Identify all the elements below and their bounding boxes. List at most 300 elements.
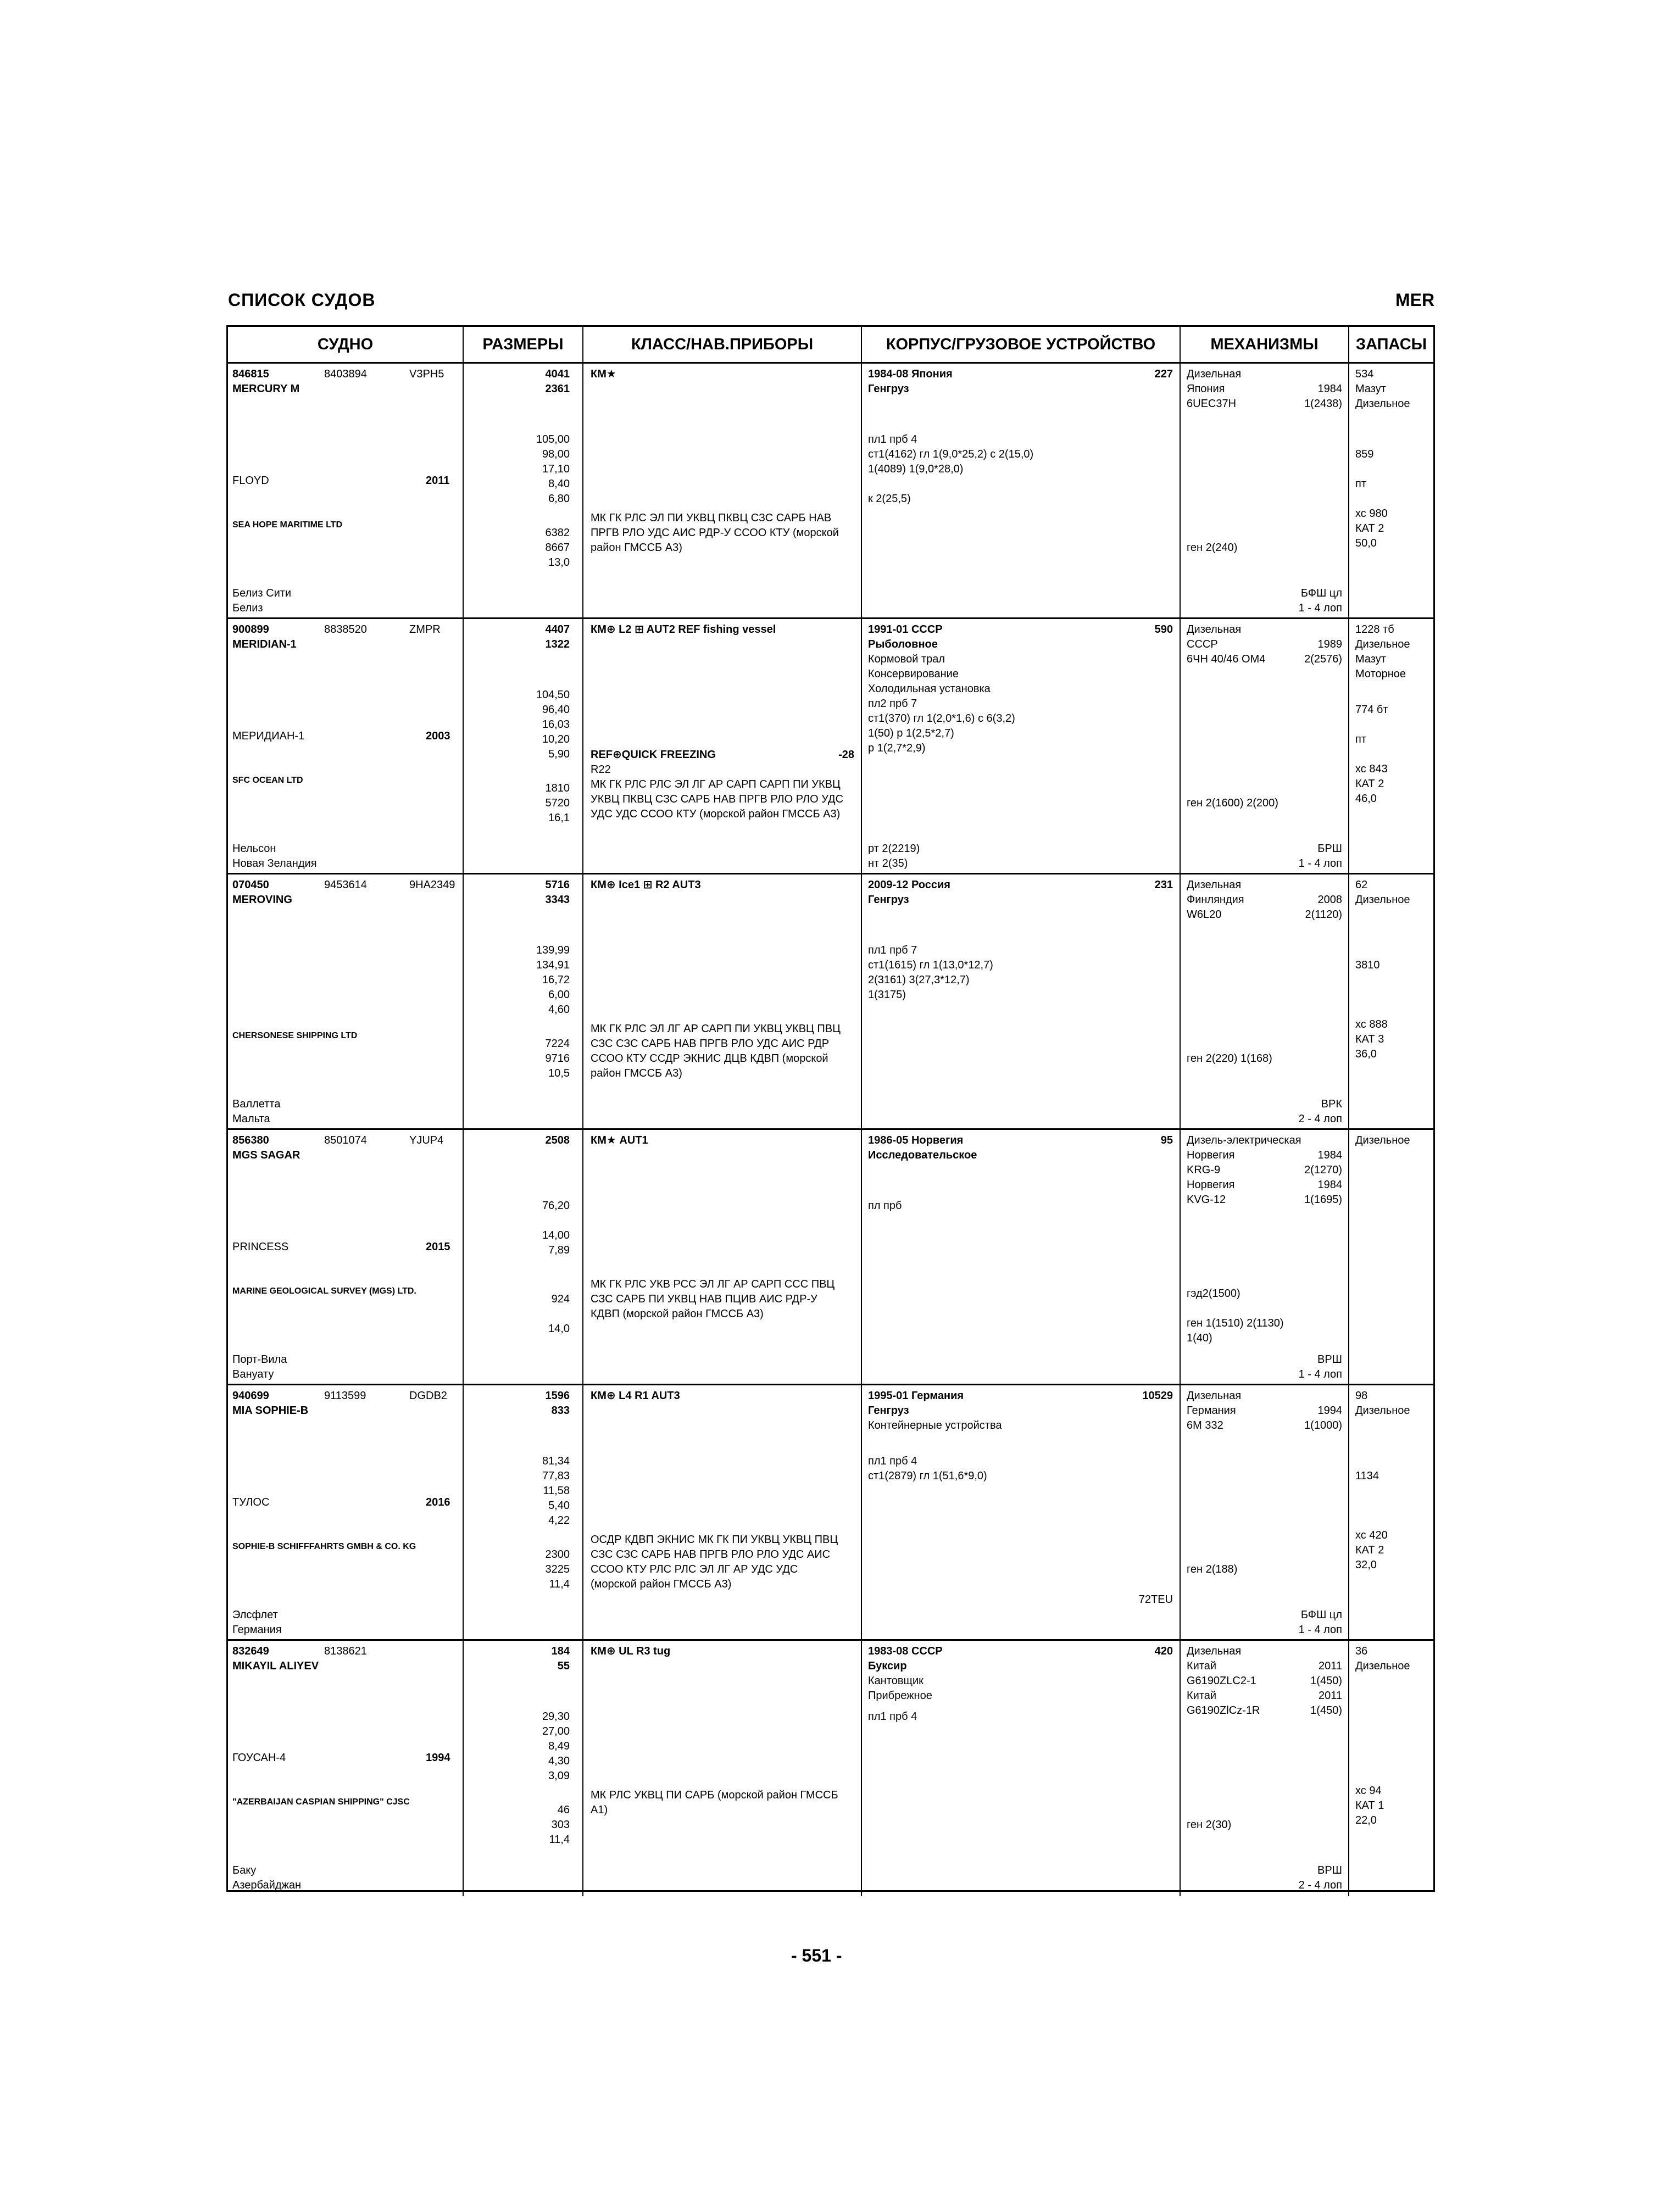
dimension-value: 16,1 (548, 812, 570, 824)
machinery-value: 1989 (1317, 638, 1342, 650)
column-divider (1180, 874, 1181, 1128)
hull-build-info: 1986-05 Норвегия (868, 1134, 964, 1146)
hull-number: 10529 (1142, 1390, 1173, 1402)
stores-line: 1228 тб (1355, 623, 1394, 636)
dimension-value: 77,83 (542, 1470, 570, 1482)
dimension-value: 6382 (545, 527, 570, 539)
hull-description: Прибрежное (868, 1690, 932, 1702)
stores-line: 534 (1355, 368, 1374, 380)
vessel-reg-number: 846815 (232, 368, 269, 380)
vessel-port: Порт-Вила (232, 1353, 287, 1366)
page-number: - 551 - (791, 1946, 842, 1965)
stores-line: 50,0 (1355, 537, 1377, 549)
class-notation: КМ⊕ L4 R1 AUT3 (591, 1390, 680, 1402)
vessel-table (226, 325, 1435, 1892)
vessel-owner: SFC OCEAN LTD (232, 776, 303, 785)
vessel-port: Валлетта (232, 1098, 281, 1110)
class-notation: КМ⊕ L2 ⊞ AUT2 REF fishing vessel (591, 623, 776, 636)
stores-line: хс 980 (1355, 508, 1388, 520)
vessel-flag: Белиз (232, 602, 263, 614)
vessel-entry (228, 1385, 1433, 1641)
hull-cargo-line: 1(4089) 1(9,0*28,0) (868, 463, 964, 475)
hull-cargo-line: пл2 прб 7 (868, 698, 917, 710)
nav-equipment-line: ССОО КТУ ССДР ЭКНИС ДЦВ КДВП (морской (591, 1052, 828, 1065)
machinery-value: 1(2438) (1304, 398, 1342, 410)
vessel-former-name: PRINCESS (232, 1241, 289, 1253)
stores-line: Дизельное (1355, 1134, 1410, 1146)
vessel-port: Элсфлет (232, 1609, 278, 1621)
machinery-line: Япония (1187, 383, 1225, 395)
dimension-value: 5,40 (548, 1500, 570, 1512)
stores-line: 32,0 (1355, 1559, 1377, 1571)
stores-line: 36,0 (1355, 1048, 1377, 1060)
dimension-value: 7224 (545, 1038, 570, 1050)
stores-line: КАТ 3 (1355, 1033, 1384, 1045)
class-extra-value: -28 (838, 749, 854, 761)
vessel-owner: "AZERBAIJAN CASPIAN SHIPPING" CJSC (232, 1797, 410, 1807)
nav-equipment-line: СЗС СЗС САРБ НАВ ПРГВ РЛО РЛО УДС АИС (591, 1548, 831, 1561)
machinery-propulsion: 1 - 4 лоп (1298, 1368, 1342, 1380)
dimension-value: 81,34 (542, 1455, 570, 1467)
dimension-value: 1322 (545, 638, 570, 650)
vessel-imo-number: 9453614 (324, 879, 367, 891)
vessel-owner: CHERSONESE SHIPPING LTD (232, 1031, 358, 1040)
hull-type: Рыболовное (868, 638, 938, 650)
machinery-generator: ген 2(188) (1187, 1563, 1238, 1575)
stores-line: Дизельное (1355, 1660, 1410, 1672)
hull-cargo-line: к 2(25,5) (868, 493, 911, 505)
vessel-entry (228, 1641, 1433, 1896)
machinery-propulsion: БФШ цл (1300, 587, 1342, 599)
col-header-machinery: МЕХАНИЗМЫ (1181, 327, 1348, 364)
nav-equipment-line: УКВЦ ПКВЦ СЗС САРБ НАВ ПРГВ РЛО РЛО УДС (591, 793, 844, 805)
column-divider (861, 364, 862, 617)
column-divider (861, 1641, 862, 1896)
machinery-generator: ген 2(30) (1187, 1819, 1232, 1831)
dimension-value: 16,03 (542, 718, 570, 731)
dimension-value: 11,4 (549, 1578, 570, 1590)
vessel-entry (228, 619, 1433, 874)
machinery-generator: ген 2(240) (1187, 542, 1238, 554)
dimension-value: 139,99 (536, 944, 570, 956)
vessel-former-name: МЕРИДИАН-1 (232, 730, 305, 742)
stores-line: Дизельное (1355, 1405, 1410, 1417)
hull-number: 227 (1154, 368, 1173, 380)
dimension-value: 8,49 (548, 1740, 570, 1752)
dimension-value: 6,00 (548, 989, 570, 1001)
machinery-line: Дизельная (1187, 368, 1242, 380)
hull-cargo-line: пл1 прб 4 (868, 1711, 917, 1723)
dimension-value: 10,20 (542, 733, 570, 745)
machinery-propulsion: ВРШ (1317, 1353, 1342, 1366)
hull-description: Кантовщик (868, 1675, 924, 1687)
dimension-value: 4041 (545, 368, 570, 380)
vessel-name: MERIDIAN-1 (232, 638, 297, 650)
stores-line: Дизельное (1355, 638, 1410, 650)
hull-tank-line: рт 2(2219) (868, 843, 920, 855)
machinery-line: Дизельная (1187, 623, 1242, 636)
hull-type: Генгруз (868, 1405, 909, 1417)
machinery-line: Китай (1187, 1690, 1217, 1702)
vessel-name: MERCURY M (232, 383, 300, 395)
dimension-value: 5720 (545, 797, 570, 809)
machinery-line: 6UEC37H (1187, 398, 1237, 410)
machinery-line: СССР (1187, 638, 1218, 650)
dimension-value: 5,90 (548, 748, 570, 760)
machinery-line: 6ЧН 40/46 ОМ4 (1187, 653, 1266, 665)
stores-line: 774 бт (1355, 704, 1388, 716)
vessel-call-sign: V3PH5 (409, 368, 444, 380)
vessel-imo-number: 8501074 (324, 1134, 367, 1146)
column-divider (582, 619, 583, 873)
vessel-reg-number: 856380 (232, 1134, 269, 1146)
col-header-dimensions: РАЗМЕРЫ (464, 327, 582, 364)
dimension-value: 13,0 (548, 556, 570, 569)
machinery-line: G6190ZlCz-1R (1187, 1704, 1260, 1717)
hull-cargo-line: 1(3175) (868, 989, 906, 1001)
class-notation: КМ★ (591, 368, 616, 380)
dimension-value: 7,89 (548, 1244, 570, 1256)
machinery-line: Германия (1187, 1405, 1236, 1417)
hull-number: 95 (1160, 1134, 1173, 1146)
vessel-former-name: ТУЛОС (232, 1496, 270, 1508)
machinery-line: Дизельная (1187, 879, 1242, 891)
dimension-value: 96,40 (542, 704, 570, 716)
nav-equipment-line: ПРГВ РЛО УДС АИС РДР-У ССОО КТУ (морской (591, 527, 839, 539)
machinery-generator: гэд2(1500) (1187, 1288, 1240, 1300)
machinery-propulsion: 1 - 4 лоп (1298, 1624, 1342, 1636)
column-divider (1180, 1130, 1181, 1384)
stores-line: 98 (1355, 1390, 1368, 1402)
class-extra-notation: REF⊕QUICK FREEZING (591, 749, 716, 761)
machinery-value: 2(1270) (1304, 1164, 1342, 1176)
column-divider (463, 874, 464, 1128)
stores-line: пт (1355, 478, 1366, 490)
dimension-value: 76,20 (542, 1200, 570, 1212)
machinery-value: 2011 (1318, 1660, 1342, 1672)
dimension-value: 1596 (545, 1390, 570, 1402)
column-divider (1348, 874, 1349, 1128)
nav-equipment-line: А1) (591, 1804, 608, 1816)
column-divider (861, 1385, 862, 1639)
vessel-imo-number: 8838520 (324, 623, 367, 636)
machinery-value: 1984 (1317, 1149, 1342, 1161)
stores-line: 3810 (1355, 959, 1380, 971)
dimension-value: 4407 (545, 623, 570, 636)
dimension-value: 4,60 (548, 1004, 570, 1016)
dimension-value: 29,30 (542, 1711, 570, 1723)
machinery-propulsion: 2 - 4 лоп (1298, 1879, 1342, 1891)
vessel-former-year: 2015 (426, 1241, 450, 1253)
column-divider (463, 1130, 464, 1384)
vessel-call-sign: YJUP4 (409, 1134, 444, 1146)
hull-number: 590 (1154, 623, 1173, 636)
dimension-value: 27,00 (542, 1725, 570, 1737)
hull-build-info: 1983-08 СССР (868, 1645, 943, 1657)
stores-line: 859 (1355, 448, 1374, 460)
vessel-entry (228, 874, 1433, 1130)
machinery-value: 2(1120) (1305, 909, 1342, 921)
column-divider (861, 1130, 862, 1384)
dimension-value: 17,10 (542, 463, 570, 475)
hull-build-info: 1991-01 СССР (868, 623, 943, 636)
stores-line: Дизельное (1355, 398, 1410, 410)
vessel-former-year: 2011 (426, 475, 450, 487)
machinery-propulsion: БФШ цл (1300, 1609, 1342, 1621)
dimension-value: 8667 (545, 542, 570, 554)
vessel-name: MEROVING (232, 894, 292, 906)
page-title: СПИСОК СУДОВ (228, 290, 376, 310)
class-notation: КМ★ AUT1 (591, 1134, 648, 1146)
vessel-reg-number: 832649 (232, 1645, 269, 1657)
col-header-stores: ЗАПАСЫ (1349, 327, 1433, 364)
machinery-line: Норвегия (1187, 1179, 1235, 1191)
hull-cargo-line: 1(50) р 1(2,5*2,7) (868, 727, 954, 739)
stores-line: 36 (1355, 1645, 1368, 1657)
dimension-value: 46 (557, 1804, 570, 1816)
machinery-line: W6L20 (1187, 909, 1222, 921)
machinery-propulsion: БРШ (1317, 843, 1342, 855)
dimension-value: 98,00 (542, 448, 570, 460)
vessel-call-sign: DGDB2 (409, 1390, 447, 1402)
dimension-value: 10,5 (548, 1067, 570, 1079)
hull-cargo-line: 2(3161) 3(27,3*12,7) (868, 974, 970, 986)
vessel-former-year: 1994 (426, 1752, 450, 1764)
vessel-flag: Новая Зеландия (232, 857, 317, 870)
page-code: MER (1395, 290, 1435, 310)
hull-cargo-line: ст1(1615) гл 1(13,0*12,7) (868, 959, 993, 971)
stores-line: КАТ 2 (1355, 522, 1384, 534)
hull-number: 420 (1154, 1645, 1173, 1657)
dimension-value: 3225 (545, 1563, 570, 1575)
machinery-line: G6190ZLC2-1 (1187, 1675, 1256, 1687)
dimension-value: 1810 (545, 782, 570, 794)
dimension-value: 8,40 (548, 478, 570, 490)
vessel-former-year: 2003 (426, 730, 450, 742)
hull-cargo-line: ст1(370) гл 1(2,0*1,6) с 6(3,2) (868, 712, 1015, 725)
dimension-value: 4,22 (548, 1514, 570, 1527)
machinery-value: 1(1000) (1304, 1419, 1342, 1431)
vessel-imo-number: 9113599 (324, 1390, 366, 1402)
column-divider (582, 1130, 583, 1384)
hull-cargo-line: ст1(4162) гл 1(9,0*25,2) с 2(15,0) (868, 448, 1034, 460)
machinery-line: Китай (1187, 1660, 1217, 1672)
machinery-line: Финляндия (1187, 894, 1244, 906)
machinery-value: 1994 (1317, 1405, 1342, 1417)
vessel-reg-number: 070450 (232, 879, 269, 891)
hull-cargo-line: пл прб (868, 1200, 902, 1212)
class-refrigerant: R22 (591, 764, 611, 776)
hull-description: Холодильная установка (868, 683, 991, 695)
machinery-line: 6M 332 (1187, 1419, 1223, 1431)
stores-line: 62 (1355, 879, 1368, 891)
dimension-value: 9716 (545, 1052, 570, 1065)
vessel-name: MGS SAGAR (232, 1149, 301, 1161)
nav-equipment-line: МК ГК РЛС ЭЛ ПИ УКВЦ ПКВЦ СЗС САРБ НАВ (591, 512, 832, 524)
machinery-value: 1984 (1317, 383, 1342, 395)
dimension-value: 14,00 (542, 1229, 570, 1241)
stores-line: Мазут (1355, 653, 1386, 665)
machinery-value: 1(450) (1310, 1704, 1342, 1717)
nav-equipment-line: МК ГК РЛС УКВ РСС ЭЛ ЛГ АР САРП ССС ПВЦ (591, 1278, 835, 1290)
hull-cargo-line: пл1 прб 4 (868, 433, 917, 445)
dimension-value: 11,4 (549, 1834, 570, 1846)
vessel-former-name: ГОУСАН-4 (232, 1752, 286, 1764)
stores-line: Дизельное (1355, 894, 1410, 906)
column-divider (582, 1641, 583, 1896)
vessel-flag: Германия (232, 1624, 282, 1636)
vessel-owner: SEA HOPE MARITIME LTD (232, 520, 342, 530)
stores-line: КАТ 2 (1355, 1544, 1384, 1556)
machinery-line: Дизель-электрическая (1187, 1134, 1301, 1146)
nav-equipment-line: район ГМССБ А3) (591, 1067, 682, 1079)
hull-teu: 72TEU (1138, 1594, 1173, 1606)
dimension-value: 5716 (545, 879, 570, 891)
machinery-line: Дизельная (1187, 1390, 1242, 1402)
machinery-value: 2(2576) (1304, 653, 1342, 665)
stores-line: хс 420 (1355, 1529, 1388, 1541)
dimension-value: 833 (551, 1405, 570, 1417)
stores-line: хс 843 (1355, 763, 1388, 775)
dimension-value: 6,80 (548, 493, 570, 505)
dimension-value: 104,50 (536, 689, 570, 701)
dimension-value: 3,09 (548, 1770, 570, 1782)
stores-line: 22,0 (1355, 1814, 1377, 1826)
vessel-owner: SOPHIE-B SCHIFFFAHRTS GMBH & CO. KG (232, 1542, 416, 1551)
vessel-flag: Азербайджан (232, 1879, 302, 1891)
machinery-propulsion: ВРК (1321, 1098, 1342, 1110)
dimension-value: 303 (551, 1819, 570, 1831)
vessel-flag: Мальта (232, 1113, 270, 1125)
vessel-reg-number: 940699 (232, 1390, 269, 1402)
dimension-value: 2361 (545, 383, 570, 395)
stores-line: хс 888 (1355, 1018, 1388, 1030)
vessel-port: Белиз Сити (232, 587, 292, 599)
machinery-line: Норвегия (1187, 1149, 1235, 1161)
column-divider (861, 874, 862, 1128)
column-divider (1348, 1641, 1349, 1896)
dimension-value: 105,00 (536, 433, 570, 445)
column-divider (1348, 364, 1349, 617)
nav-equipment-line: ССОО КТУ РЛС РЛС ЭЛ ЛГ АР УДС УДС (591, 1563, 798, 1575)
machinery-generator: ген 2(1600) 2(200) (1187, 797, 1278, 809)
hull-description: Консервирование (868, 668, 959, 680)
machinery-value: 2008 (1317, 894, 1342, 906)
nav-equipment-line: МК ГК РЛС РЛС ЭЛ ЛГ АР САРП САРП ПИ УКВЦ (591, 778, 841, 790)
dimension-value: 14,0 (548, 1323, 570, 1335)
machinery-value: 2011 (1318, 1690, 1342, 1702)
dimension-value: 3343 (545, 894, 570, 906)
hull-cargo-line: ст1(2879) гл 1(51,6*9,0) (868, 1470, 987, 1482)
vessel-entry (228, 1130, 1433, 1385)
hull-type: Генгруз (868, 894, 909, 906)
dimension-value: 16,72 (542, 974, 570, 986)
stores-line: КАТ 2 (1355, 778, 1384, 790)
stores-line: 46,0 (1355, 793, 1377, 805)
machinery-value: 1(450) (1310, 1675, 1342, 1687)
vessel-entry (228, 364, 1433, 619)
machinery-generator: ген 1(1510) 2(1130) (1187, 1317, 1284, 1329)
column-divider (1348, 619, 1349, 873)
vessel-flag: Вануату (232, 1368, 274, 1380)
col-header-vessel: СУДНО (228, 327, 463, 364)
stores-line: 1134 (1355, 1470, 1379, 1482)
class-notation: КМ⊕ UL R3 tug (591, 1645, 671, 1657)
nav-equipment-line: ОСДР КДВП ЭКНИС МК ГК ПИ УКВЦ УКВЦ ПВЦ (591, 1534, 838, 1546)
dimension-value: 2300 (545, 1548, 570, 1561)
dimension-value: 55 (557, 1660, 570, 1672)
vessel-former-name: FLOYD (232, 475, 269, 487)
vessel-former-year: 2016 (426, 1496, 450, 1508)
nav-equipment-line: УДС УДС ССОО КТУ (морской район ГМССБ А3) (591, 808, 841, 820)
nav-equipment-line: район ГМССБ А3) (591, 542, 682, 554)
vessel-reg-number: 900899 (232, 623, 269, 636)
nav-equipment-line: КДВП (морской район ГМССБ А3) (591, 1308, 764, 1320)
col-header-hull: КОРПУС/ГРУЗОВОЕ УСТРОЙСТВО (862, 327, 1180, 364)
hull-type: Буксир (868, 1660, 907, 1672)
nav-equipment-line: МК ГК РЛС ЭЛ ЛГ АР САРП ПИ УКВЦ УКВЦ ПВЦ (591, 1023, 841, 1035)
machinery-propulsion: 2 - 4 лоп (1298, 1113, 1342, 1125)
column-divider (463, 364, 464, 617)
stores-line: Мазут (1355, 383, 1386, 395)
vessel-call-sign: 9HA2349 (409, 879, 455, 891)
column-divider (582, 1385, 583, 1639)
column-divider (582, 364, 583, 617)
dimension-value: 924 (551, 1293, 570, 1305)
hull-build-info: 1995-01 Германия (868, 1390, 964, 1402)
hull-tank-line: нт 2(35) (868, 857, 908, 870)
machinery-generator: 1(40) (1187, 1332, 1212, 1344)
vessel-port: Нельсон (232, 843, 276, 855)
column-divider (582, 874, 583, 1128)
hull-description: Кормовой трал (868, 653, 945, 665)
vessel-name: MIA SOPHIE-B (232, 1405, 309, 1417)
machinery-line: KVG-12 (1187, 1194, 1226, 1206)
stores-line: пт (1355, 733, 1366, 745)
machinery-line: Дизельная (1187, 1645, 1242, 1657)
machinery-value: 1984 (1317, 1179, 1342, 1191)
dimension-value: 11,58 (543, 1485, 570, 1497)
column-divider (1180, 1385, 1181, 1639)
machinery-value: 1(1695) (1304, 1194, 1342, 1206)
hull-build-info: 2009-12 Россия (868, 879, 950, 891)
nav-equipment-line: (морской район ГМССБ А3) (591, 1578, 732, 1590)
machinery-propulsion: 1 - 4 лоп (1298, 602, 1342, 614)
column-divider (1180, 364, 1181, 617)
column-divider (463, 1385, 464, 1639)
hull-type: Исследовательское (868, 1149, 977, 1161)
vessel-name: MIKAYIL ALIYEV (232, 1660, 319, 1672)
hull-build-info: 1984-08 Япония (868, 368, 953, 380)
hull-cargo-line: р 1(2,7*2,9) (868, 742, 926, 754)
column-divider (463, 1641, 464, 1896)
column-divider (1180, 619, 1181, 873)
nav-equipment-line: МК РЛС УКВЦ ПИ САРБ (морской район ГМССБ (591, 1789, 838, 1801)
hull-type: Генгруз (868, 383, 909, 395)
vessel-owner: MARINE GEOLOGICAL SURVEY (MGS) LTD. (232, 1286, 416, 1296)
machinery-generator: ген 2(220) 1(168) (1187, 1052, 1272, 1065)
hull-cargo-line: пл1 прб 4 (868, 1455, 917, 1467)
stores-line: Моторное (1355, 668, 1406, 680)
dimension-value: 184 (551, 1645, 570, 1657)
vessel-call-sign: ZMPR (409, 623, 441, 636)
vessel-imo-number: 8403894 (324, 368, 367, 380)
hull-cargo-line: пл1 прб 7 (868, 944, 917, 956)
col-header-class: КЛАСС/НАВ.ПРИБОРЫ (583, 327, 861, 364)
hull-number: 231 (1154, 879, 1173, 891)
machinery-propulsion: ВРШ (1317, 1864, 1342, 1876)
column-divider (1348, 1130, 1349, 1384)
